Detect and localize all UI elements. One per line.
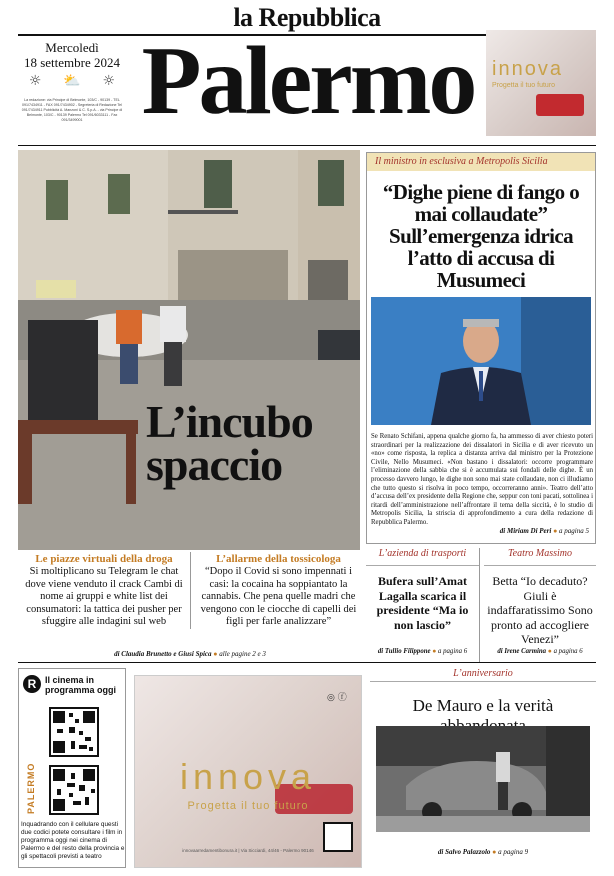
byline-page: a pagina 9 (498, 848, 529, 856)
anniversary-photo (376, 726, 590, 832)
vertical-label: PALERMO (26, 762, 36, 814)
archive-photo (376, 726, 590, 832)
sun-icon: ☼ (102, 73, 116, 89)
top-advert[interactable] (486, 30, 596, 136)
byline-author: di Salvo Palazzolo (437, 848, 491, 856)
feature-body: Se Renato Schifani, appena qualche giorno fa, ha ammesso di aver chiesto poteri straordinari per la realizzazione dei dissalatori in Sicilia e di aver ricevuto un «no» come risposta, la replica a distanza arriva dal ministro per la Protezione Civile, Nello Musumeci. «Non bastano i dissalatori: occorre programmare l’eliminazione della sabbia che si è accumulata sui fondali delle dighe. È un processo davvero lungo, le dighe non sono mai state collaudate, non ci illudiamo che tutto questo si risolva in poco tempo, occorreranno anni». Teatro dell’atto d’accusa dell’ex presidente della Regione che, seppur con toni pacati, sottolinea i ritardi dell’amministrazione nell’affrontare il tema della siccità, è lo studio di Metropolis Sicilia, la striscia di approfondimento a cura della redazione di Repubblica Palermo. (371, 433, 593, 526)
city-title: Palermo (141, 27, 475, 135)
byline-page: alle pagine 2 e 3 (219, 650, 266, 658)
street-scene-photo (18, 150, 360, 550)
tv-studio-portrait (371, 297, 591, 425)
social-icons: ◎ ⓕ (327, 693, 347, 703)
anniversary-headline[interactable]: De Mauro e la verità (412, 696, 554, 715)
col-a-kicker: Le piazze virtuali della droga (35, 553, 173, 565)
byline-page: a pagina 6 (553, 648, 583, 655)
box-c-text: Bufera sull’Amat Lagalla scarica il presidente “Ma io non lascio” (376, 574, 469, 632)
weather-strip (18, 70, 126, 92)
lead-headline-line1: L’incubo (146, 396, 313, 447)
lead-headline[interactable] (146, 396, 360, 490)
advert-tagline: Progetta il tuo futuro (492, 82, 556, 89)
byline-page: a pagina 5 (559, 527, 589, 535)
feature-kicker: Il ministro in esclusiva a Metropolis Sicilia (375, 156, 548, 167)
byline-author: di Claudia Brunetto e Giusi Spica (114, 650, 212, 658)
qr-code-icon (51, 709, 97, 755)
story-amat[interactable] (366, 548, 480, 662)
byline-page: a pagina 6 (438, 648, 468, 655)
newspaper-brand: la Repubblica (233, 3, 381, 32)
bullet-icon: ● (213, 650, 218, 658)
section-rule (18, 662, 596, 663)
date-weekday: Mercoledì (45, 40, 99, 55)
byline-author: di Tullio Filippone (377, 648, 431, 655)
bullet-icon: ● (492, 848, 497, 856)
qr-code-cinema[interactable] (49, 707, 99, 757)
byline-author: di Irene Carmina (497, 648, 547, 655)
sun-icon: ☼ (28, 73, 42, 89)
lead-headline-line2: spaccio (146, 439, 283, 490)
advert-footer: innovaarredamentibonura.it | Via Sicciardi, 44/46 - Palermo 90146 (182, 848, 314, 853)
cinema-title: Il cinema in programma oggi (45, 675, 117, 695)
bottom-advert[interactable] (134, 675, 362, 868)
advert-logo: innova (492, 58, 563, 80)
date-full: 18 settembre 2024 (23, 55, 121, 70)
advert-tagline: Progetta il tuo futuro (187, 800, 309, 812)
qr-code-icon (51, 767, 97, 813)
box-d-kicker: Teatro Massimo (484, 548, 596, 566)
story-virtual-drug-squares[interactable] (20, 552, 188, 629)
qr-code-theatre[interactable] (49, 765, 99, 815)
lead-photo[interactable] (18, 150, 360, 550)
kicker-bar (367, 153, 595, 171)
anniversary-kicker: L’anniversario (370, 668, 596, 682)
box-d-byline (484, 648, 596, 655)
feature-article[interactable] (366, 152, 596, 544)
box-c-kicker: L’azienda di trasporti (366, 548, 479, 566)
col-b-text: “Dopo il Covid si sono impennati i casi: la cocaina ha soppiantato la cannabis. Che pena quelle madri che vengono con le ciocche di capelli dei figli per farle analizzare” (200, 566, 357, 628)
repubblica-r-logo: R (23, 675, 41, 693)
lead-byline (20, 650, 360, 658)
masthead-rule (18, 145, 596, 146)
byline-author: di Miriam Di Peri (499, 527, 552, 535)
box-c-byline (366, 648, 479, 655)
bullet-icon: ● (553, 527, 558, 535)
advert-logo: innova (179, 756, 317, 797)
bullet-icon: ● (432, 648, 437, 655)
anniversary-byline (370, 848, 596, 856)
feature-byline (500, 527, 589, 535)
story-anniversary[interactable] (370, 668, 596, 868)
cinema-note: Inquadrando con il cellulare questi due codici potete consultare i film in programma oggi nei cinema di Palermo e del resto della provincia e gli spettacoli previsti a teatro (21, 821, 125, 860)
feature-headline[interactable]: “Dighe piene di fango o mai collaudate” Sull’emergenza idrica l’atto di accusa di Musumeci (382, 180, 580, 292)
feature-photo (371, 297, 591, 425)
redaction-info: La redazione: via Principe di Belmonte, 103/C - 90139 - TEL 091/7434911 - FAX 091/7434902 - Segreteria di Redazione Tel 091/7434911 Pubblicità A. Manzoni & C. S.p.A. - via Principe di Belmonte, 103/C - 90139 Palermo Tel 091/6033111 - Fax 091/3499001 (21, 98, 123, 122)
bullet-icon: ● (547, 648, 552, 655)
cloud-sun-icon: ⛅ (63, 73, 81, 89)
story-toxicologist-alarm[interactable] (190, 552, 362, 629)
date-box (18, 40, 126, 140)
story-teatro-massimo[interactable] (484, 548, 596, 662)
cinema-box[interactable] (18, 668, 126, 868)
masthead (0, 0, 614, 150)
sofa-graphic (536, 94, 584, 116)
box-d-text: Betta “Io decaduto? Giuli è indaffaratissimo Sono pronto ad accogliere Venezi” (487, 574, 593, 646)
col-b-kicker: L’allarme della tossicologa (216, 553, 341, 565)
col-a-text: Si moltiplicano su Telegram le chat dove viene venduto il crack Cambi di nome ai gruppi e white list dei consumatori: la tattica dei pusher per sfuggire alle indagini sul web (25, 566, 183, 628)
